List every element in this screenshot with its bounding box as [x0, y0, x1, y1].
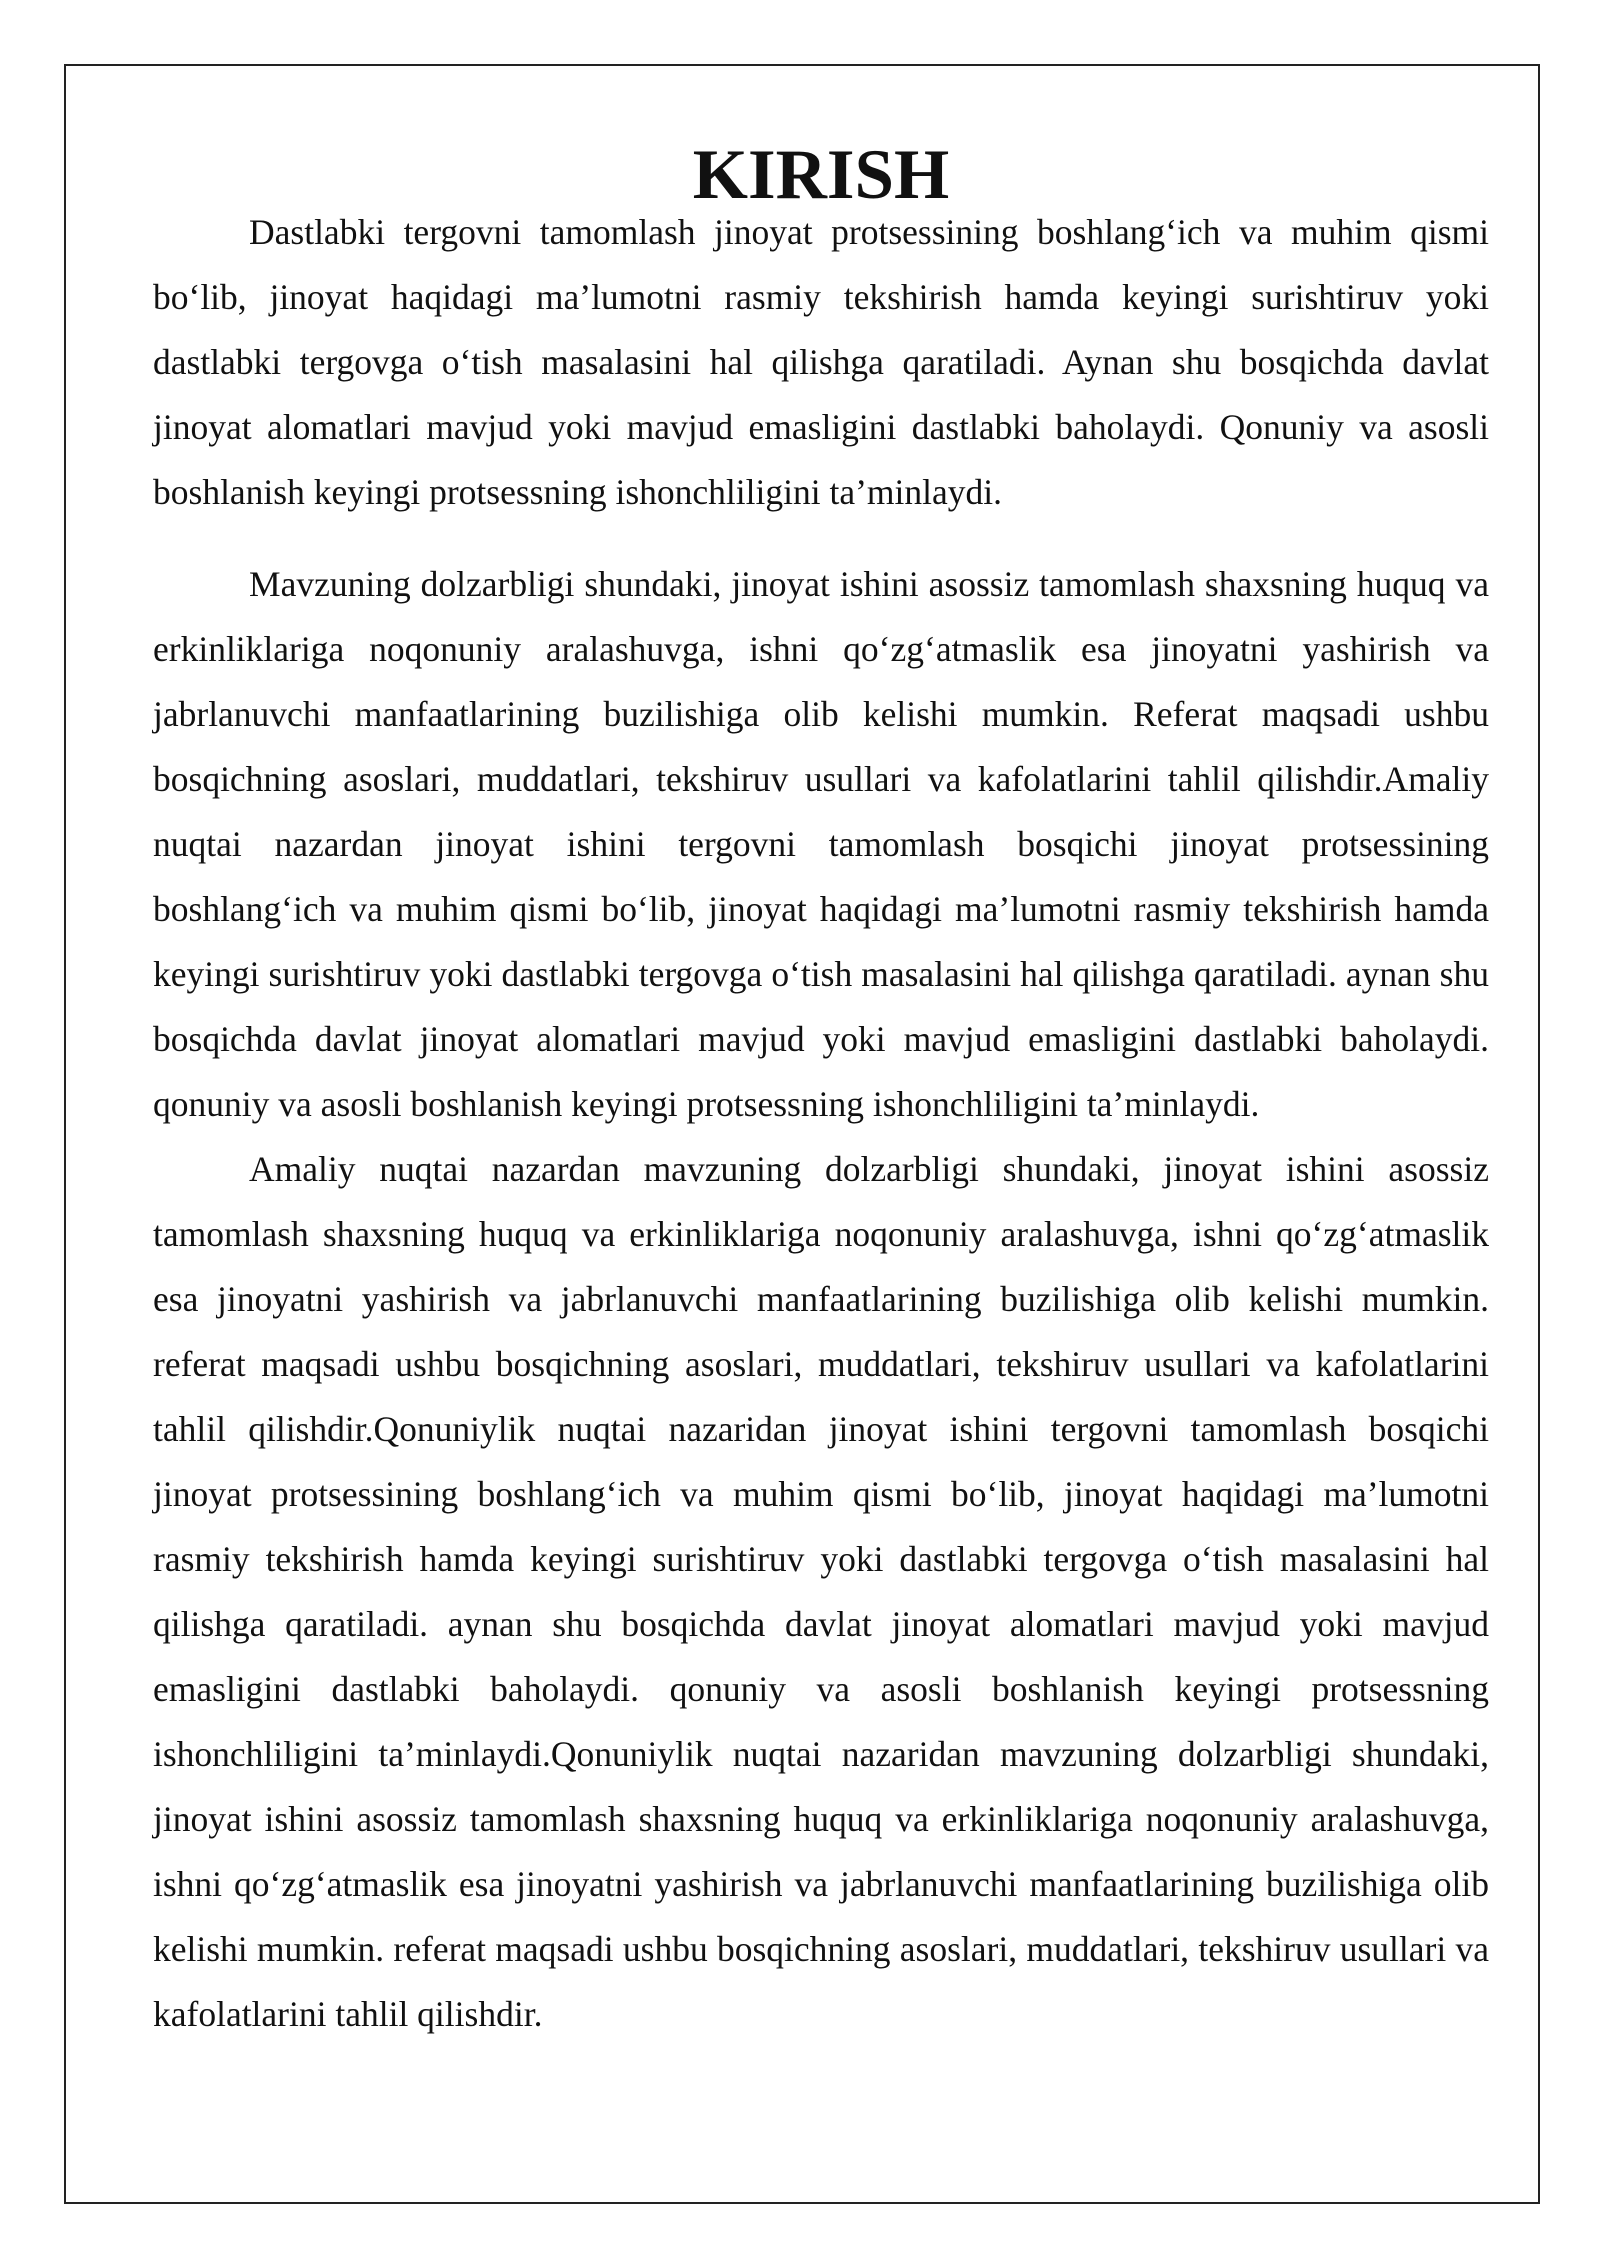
- page-title: KIRISH: [692, 136, 950, 214]
- document-body: [153, 136, 1489, 2047]
- paragraph-2: Mavzuning dolzarbligi shundaki, jinoyat ishini asossiz tamomlash shaxsning huquq va erkinliklariga noqonuniy aralashuvga, ishni qo‘zg‘atmaslik esa jinoyatni yashirish va jabrlanuvchi manfaatlarining buzilishiga olib kelishi mumkin. Referat maqsadi ushbu bosqichning asoslari, muddatlari, tekshiruv usullari va kafolatlarini tahlil qilishdir.Amaliy nuqtai nazardan jinoyat ishini tergovni tamomlash bosqichi jinoyat protsessining boshlang‘ich va muhim qismi bo‘lib, jinoyat haqidagi ma’lumotni rasmiy tekshirish hamda keyingi surishtiruv yoki dastlabki tergovga o‘tish masalasini hal qilishga qaratiladi. aynan shu bosqichda davlat jinoyat alomatlari mavjud yoki mavjud emasligini dastlabki baholaydi. qonuniy va asosli boshlanish keyingi protsessning ishonchliligini ta’minlaydi.: [153, 564, 1489, 1124]
- paragraph-3: Amaliy nuqtai nazardan mavzuning dolzarbligi shundaki, jinoyat ishini asossiz tamomlash shaxsning huquq va erkinliklariga noqonuniy aralashuvga, ishni qo‘zg‘atmaslik esa jinoyatni yashirish va jabrlanuvchi manfaatlarining buzilishiga olib kelishi mumkin. referat maqsadi ushbu bosqichning asoslari, muddatlari, tekshiruv usullari va kafolatlarini tahlil qilishdir.Qonuniylik nuqtai nazaridan jinoyat ishini tergovni tamomlash bosqichi jinoyat protsessining boshlang‘ich va muhim qismi bo‘lib, jinoyat haqidagi ma’lumotni rasmiy tekshirish hamda keyingi surishtiruv yoki dastlabki tergovga o‘tish masalasini hal qilishga qaratiladi. aynan shu bosqichda davlat jinoyat alomatlari mavjud yoki mavjud emasligini dastlabki baholaydi. qonuniy va asosli boshlanish keyingi protsessning ishonchliligini ta’minlaydi.Qonuniylik nuqtai nazaridan mavzuning dolzarbligi shundaki, jinoyat ishini asossiz tamomlash shaxsning huquq va erkinliklariga noqonuniy aralashuvga, ishni qo‘zg‘atmaslik esa jinoyatni yashirish va jabrlanuvchi manfaatlarining buzilishiga olib kelishi mumkin. referat maqsadi ushbu bosqichning asoslari, muddatlari, tekshiruv usullari va kafolatlarini tahlil qilishdir.: [153, 1149, 1489, 2034]
- paragraph-1: Dastlabki tergovni tamomlash jinoyat protsessining boshlang‘ich va muhim qismi bo‘lib, jinoyat haqidagi ma’lumotni rasmiy tekshirish hamda keyingi surishtiruv yoki dastlabki tergovga o‘tish masalasini hal qilishga qaratiladi. Aynan shu bosqichda davlat jinoyat alomatlari mavjud yoki mavjud emasligini dastlabki baholaydi. Qonuniy va asosli boshlanish keyingi protsessning ishonchliligini ta’minlaydi.: [153, 212, 1489, 512]
